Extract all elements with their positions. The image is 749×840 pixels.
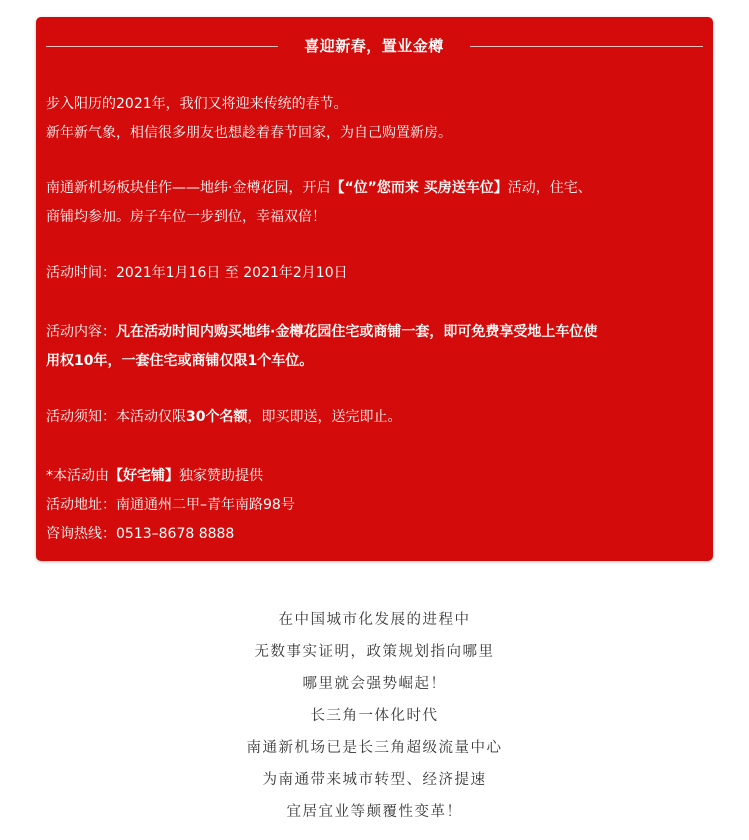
sponsor-line xyxy=(46,462,706,491)
slogan-line: 长三角一体化时代 xyxy=(310,708,439,724)
header-divider-right xyxy=(470,46,703,47)
project-line-1 xyxy=(46,174,706,203)
time-value: 2021年1月16日 至 2021年2月10日 xyxy=(116,265,348,281)
content-text-1: 凡在活动时间内购买地纬·金樽花园住宅或商铺一套，即可免费享受地上车位使 xyxy=(116,324,598,340)
hotline-line xyxy=(46,520,706,549)
address-value: 南通通州二甲–青年南路98号 xyxy=(116,497,295,513)
time-label: 活动时间： xyxy=(46,265,116,281)
header-divider-left xyxy=(46,46,278,47)
slogan-line: 无数事实证明，政策规划指向哪里 xyxy=(254,644,495,660)
slogan-line: 南通新机场已是长三角超级流量中心 xyxy=(246,740,503,756)
card-header xyxy=(36,33,713,59)
project-text-part1: 南通新机场板块佳作——地纬·金樽花园，开启 xyxy=(46,180,331,196)
hotline-value: 0513–8678 8888 xyxy=(116,526,235,542)
slogan-line: 哪里就会强势崛起！ xyxy=(302,676,447,692)
sponsor-highlight: 【好宅铺】 xyxy=(109,468,179,484)
content-label: 活动内容： xyxy=(46,324,116,340)
slogan-line: 为南通带来城市转型、经济提速 xyxy=(262,772,487,788)
address-line xyxy=(46,491,706,520)
intro-line-1: 步入阳历的2021年，我们又将迎来传统的春节。 xyxy=(46,96,348,112)
project-highlight: 【“位”您而来 买房送车位】 xyxy=(330,180,508,196)
project-line-2: 商铺均参加。房子车位一步到位，幸福双倍！ xyxy=(46,209,326,225)
activity-time xyxy=(46,259,706,288)
promo-card xyxy=(36,17,713,561)
notice-text-1: 本活动仅限 xyxy=(116,409,186,425)
slogan-line: 在中国城市化发展的进程中 xyxy=(278,612,471,628)
notice-label: 活动须知： xyxy=(46,409,116,425)
notice-text-2: ，即买即送，送完即止。 xyxy=(247,409,402,425)
intro-line-2: 新年新气象，相信很多朋友也想趁着春节回家，为自己购置新房。 xyxy=(46,125,452,141)
sponsor-text-1: *本活动由 xyxy=(46,468,109,484)
activity-content-line-2: 用权10年，一套住宅或商铺仅限1个车位。 xyxy=(46,353,314,369)
project-text-part2: 活动，住宅、 xyxy=(507,180,592,196)
notice-highlight: 30个名额 xyxy=(186,409,248,425)
hotline-label: 咨询热线： xyxy=(46,526,116,542)
sponsor-text-2: 独家赞助提供 xyxy=(179,468,263,484)
footer-slogan xyxy=(0,604,749,828)
activity-content-line-1 xyxy=(46,318,706,347)
slogan-line: 宜居宜业等颠覆性变革！ xyxy=(286,804,463,820)
activity-notice xyxy=(46,403,706,432)
card-title: 喜迎新春，置业金樽 xyxy=(304,37,444,55)
address-label: 活动地址： xyxy=(46,497,116,513)
